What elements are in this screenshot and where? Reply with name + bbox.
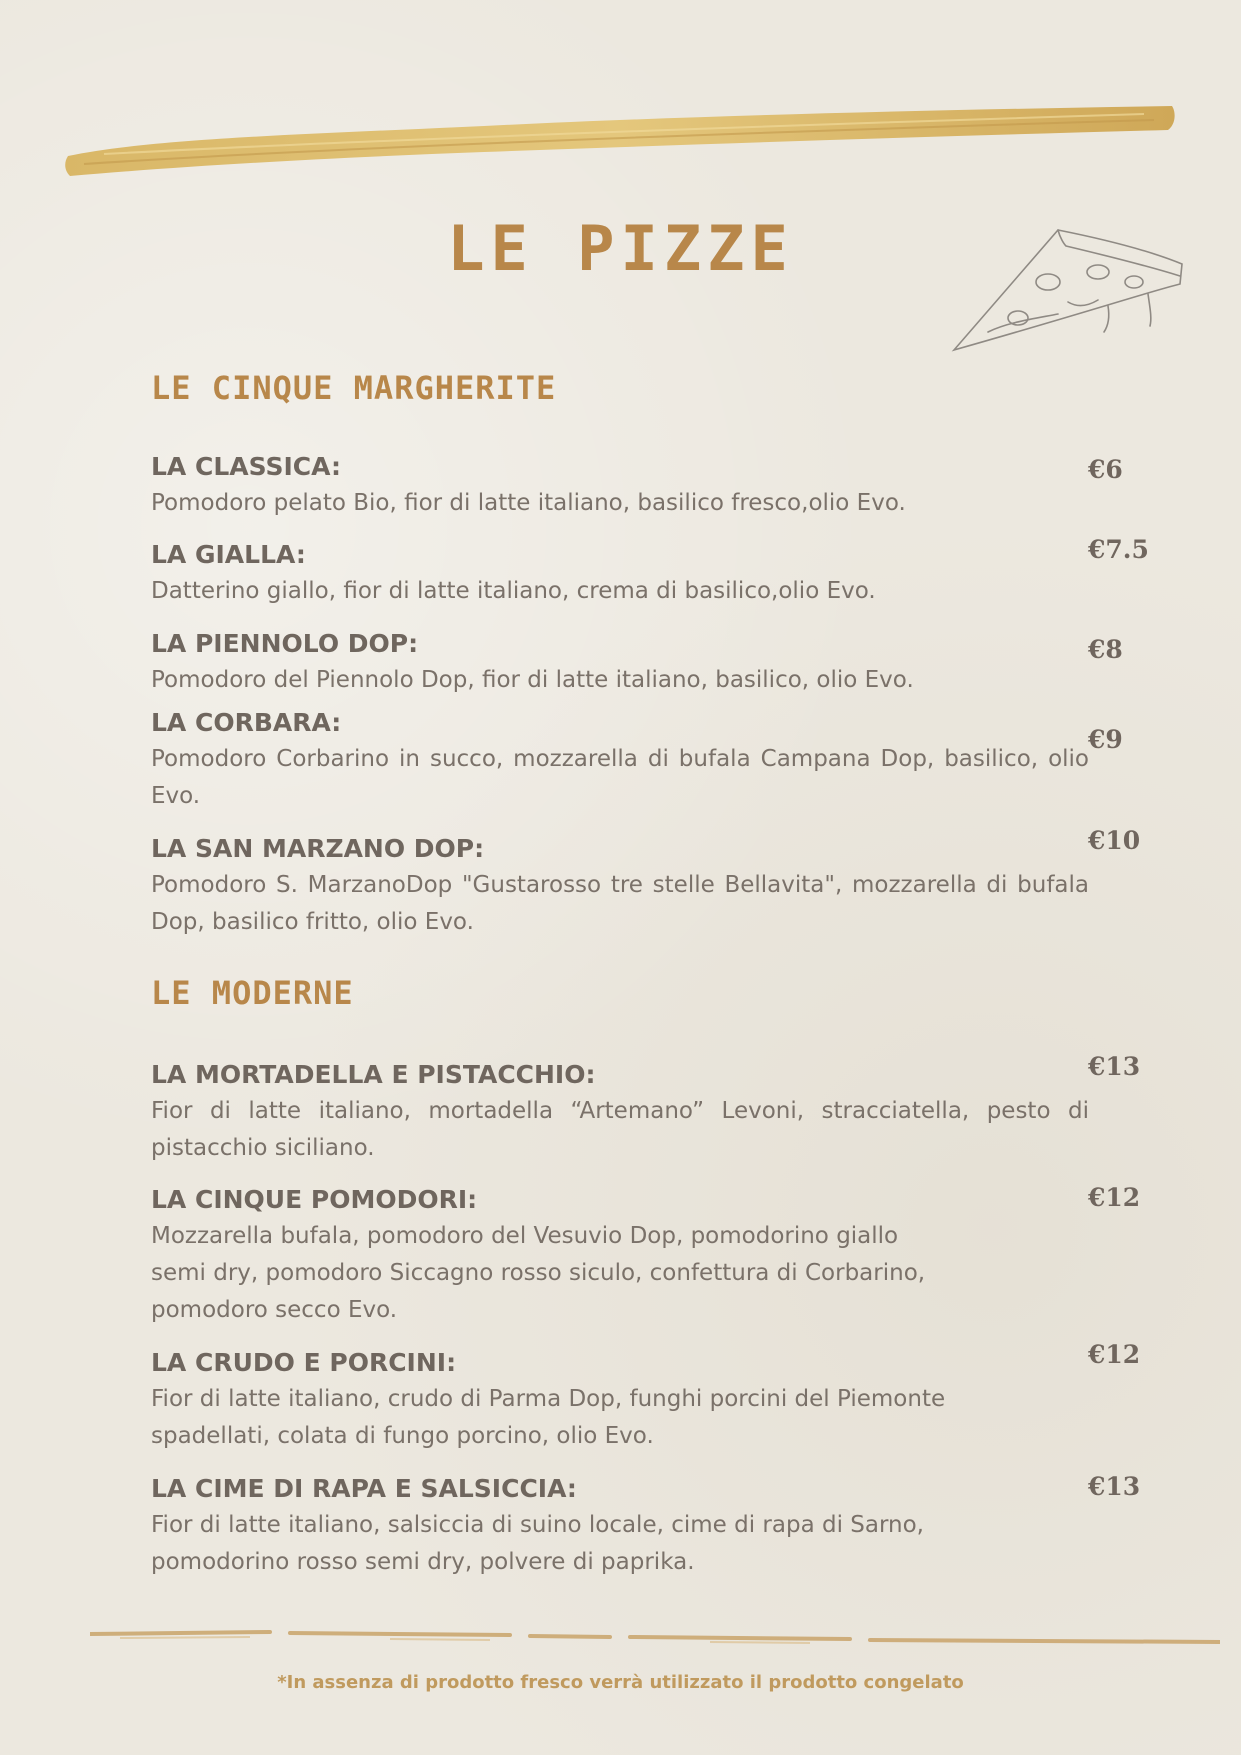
menu-item — [151, 537, 1089, 610]
menu-item-price: €7.5 — [1088, 535, 1149, 564]
menu-item-description: Fior di latte italiano, salsiccia di suino locale, cime di rapa di Sarno, pomodorino rosso semi dry, polvere di paprika. — [151, 1512, 924, 1575]
menu-item-name: LA PIENNOLO DOP: — [151, 629, 419, 658]
menu-item-description: Datterino giallo, fior di latte italiano, crema di basilico,olio Evo. — [151, 578, 876, 604]
menu-item — [151, 831, 1089, 941]
menu-item-description: Pomodoro S. MarzanoDop "Gustarosso tre stelle Bellavita", mozzarella di bufala Dop, basilico fritto, olio Evo. — [151, 872, 1089, 935]
menu-item — [151, 705, 1089, 815]
menu-item-price: €8 — [1088, 635, 1123, 664]
menu-item-description: Mozzarella bufala, pomodoro del Vesuvio Dop, pomodorino giallo semi dry, pomodoro Siccagno rosso siculo, confettura di Corbarino, pomodoro secco Evo. — [151, 1223, 926, 1323]
menu-item-description: Pomodoro pelato Bio, fior di latte italiano, basilico fresco,olio Evo. — [151, 490, 906, 516]
section-title-margherite: LE CINQUE MARGHERITE — [151, 369, 557, 407]
section-title-moderne: LE MODERNE — [151, 974, 354, 1012]
gold-brushstroke-decoration — [64, 104, 1178, 180]
menu-item — [151, 449, 1089, 522]
menu-item-name: LA SAN MARZANO DOP: — [151, 834, 485, 863]
menu-item — [151, 626, 1089, 699]
menu-item-name: LA MORTADELLA E PISTACCHIO: — [151, 1060, 596, 1089]
menu-item-price: €13 — [1088, 1052, 1141, 1081]
menu-item-description: Fior di latte italiano, crudo di Parma Dop, funghi porcini del Piemonte spadellati, colata di fungo porcino, olio Evo. — [151, 1386, 946, 1449]
menu-item-price: €12 — [1088, 1340, 1141, 1369]
menu-item-name: LA CINQUE POMODORI: — [151, 1185, 478, 1214]
menu-item — [151, 1182, 1089, 1329]
footnote: *In assenza di prodotto fresco verrà utilizzato il prodotto congelato — [277, 1672, 964, 1693]
menu-item-name: LA CIME DI RAPA E SALSICCIA: — [151, 1474, 577, 1503]
menu-item-name: LA CRUDO E PORCINI: — [151, 1348, 457, 1377]
menu-item-description: Fior di latte italiano, mortadella “Artemano” Levoni, stracciatella, pesto di pistacchio siciliano. — [151, 1098, 1089, 1161]
gold-dashed-line-decoration — [90, 1622, 1220, 1652]
menu-item — [151, 1345, 1089, 1455]
menu-item-description: Pomodoro Corbarino in succo, mozzarella di bufala Campana Dop, basilico, olio Evo. — [151, 746, 1089, 809]
menu-item — [151, 1057, 1089, 1167]
menu-item-price: €10 — [1088, 826, 1141, 855]
menu-item-description: Pomodoro del Piennolo Dop, fior di latte italiano, basilico, olio Evo. — [151, 667, 914, 693]
menu-item-price: €6 — [1088, 455, 1123, 484]
menu-item — [151, 1471, 1089, 1581]
menu-item-price: €13 — [1088, 1472, 1141, 1501]
menu-item-name: LA GIALLA: — [151, 540, 306, 569]
page-title: LE PIZZE — [447, 212, 794, 285]
menu-item-price: €12 — [1088, 1183, 1141, 1212]
pizza-slice-icon — [948, 222, 1188, 357]
menu-item-name: LA CLASSICA: — [151, 452, 341, 481]
menu-item-price: €9 — [1088, 725, 1123, 754]
menu-item-name: LA CORBARA: — [151, 708, 342, 737]
